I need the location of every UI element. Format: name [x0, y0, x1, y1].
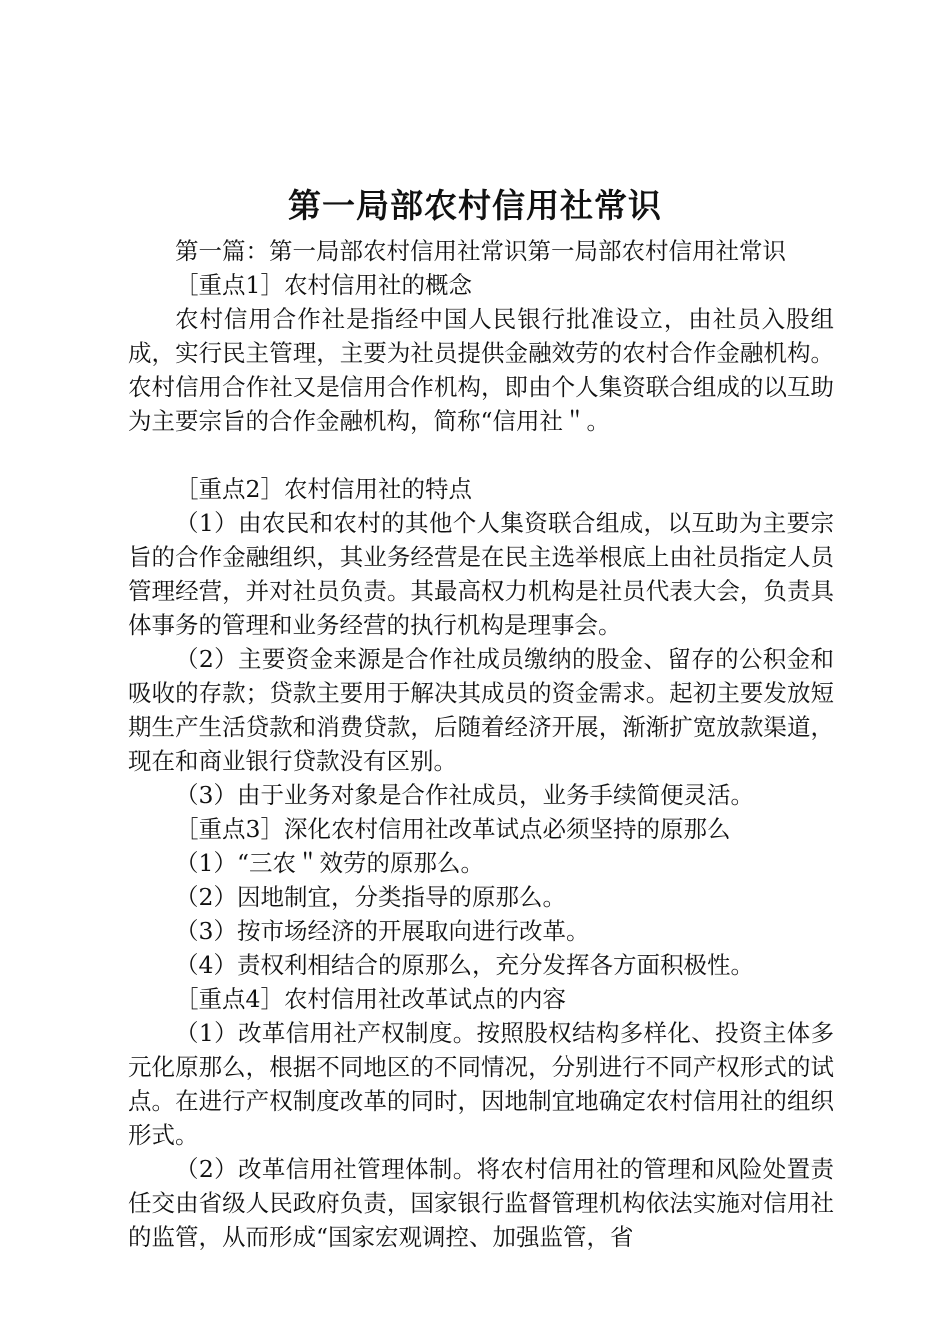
paragraph: （2）主要资金来源是合作社成员缴纳的股金、留存的公积金和吸收的存款；贷款主要用于解决其成员的资金需求。起初主要发放短期生产生活贷款和消费贷款，后随着经济开展，渐渐扩宽放款渠道，现在和商业银行贷款没有区别。	[128, 645, 834, 775]
list-item: （1）“三农＂效劳的原那么。	[175, 849, 484, 877]
list-item: （2）因地制宜，分类指导的原那么。	[175, 883, 566, 911]
paragraph-intro: 第一篇：第一局部农村信用社常识第一局部农村信用社常识	[175, 237, 786, 265]
section-heading-1: ［重点1］农村信用社的概念	[175, 271, 472, 299]
section-heading-3: ［重点3］深化农村信用社改革试点必须坚持的原那么	[175, 815, 731, 843]
paragraph: （1）改革信用社产权制度。按照股权结构多样化、投资主体多元化原那么，根据不同地区的不同情况，分别进行不同产权形式的试点。在进行产权制度改革的同时，因地制宜地确定农村信用社的组织形式。	[128, 1019, 834, 1149]
paragraph: （3）由于业务对象是合作社成员，业务手续简便灵活。	[175, 781, 754, 809]
paragraph: （1）由农民和农村的其他个人集资联合组成，以互助为主要宗旨的合作金融组织，其业务经营是在民主选举根底上由社员指定人员管理经营，并对社员负责。其最高权力机构是社员代表大会，负责具体事务的管理和业务经营的执行机构是理事会。	[128, 509, 834, 639]
section-heading-2: ［重点2］农村信用社的特点	[175, 475, 472, 503]
paragraph-gap	[128, 438, 834, 472]
document-title: 第一局部农村信用社常识	[288, 186, 662, 225]
document-body	[128, 234, 834, 1254]
section-heading-4: ［重点4］农村信用社改革试点的内容	[175, 985, 566, 1013]
list-item: （3）按市场经济的开展取向进行改革。	[175, 917, 590, 945]
paragraph: （2）改革信用社管理体制。将农村信用社的管理和风险处置责任交由省级人民政府负责，国家银行监督管理机构依法实施对信用社的监管，从而形成“国家宏观调控、加强监管，省	[128, 1155, 834, 1251]
paragraph: 农村信用合作社是指经中国人民银行批准设立，由社员入股组成，实行民主管理，主要为社员提供金融效劳的农村合作金融机构。农村信用合作社又是信用合作机构，即由个人集资联合组成的以互助为主要宗旨的合作金融机构，简称“信用社＂。	[128, 305, 834, 435]
list-item: （4）责权利相结合的原那么，充分发挥各方面积极性。	[175, 951, 754, 979]
